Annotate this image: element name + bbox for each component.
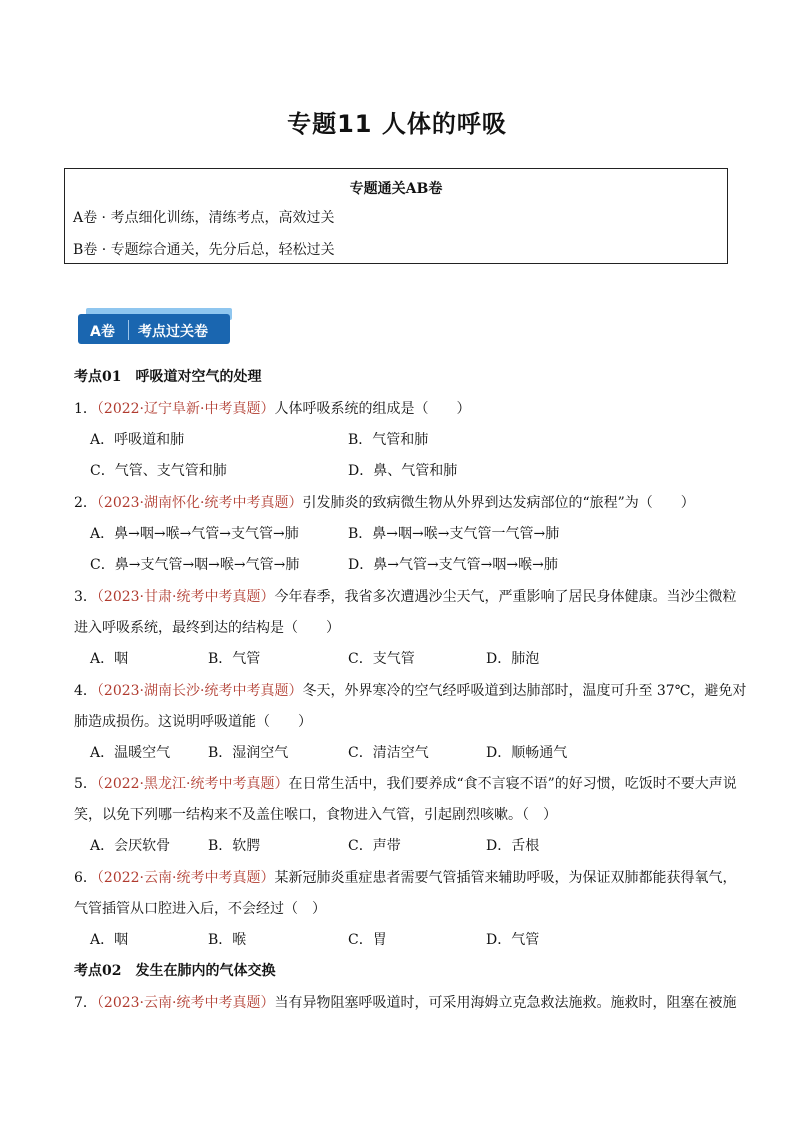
banner-body xyxy=(78,314,230,344)
option-c: C．鼻→支气管→咽→喉→气管→肺 xyxy=(90,557,300,573)
question-text: 冬天，外界寒冷的空气经呼吸道到达肺部时，温度可升至 37℃，避免对 xyxy=(302,683,747,699)
option-b: B．软腭 xyxy=(208,838,261,854)
banner-divider xyxy=(128,320,129,340)
option-a: A．会厌软骨 xyxy=(90,838,171,854)
question-text: 人体呼吸系统的组成是（ ） xyxy=(274,401,471,417)
question-4-cont: 肺造成损伤。这说明呼吸道能（ ） xyxy=(74,714,312,730)
option-a: A．鼻→咽→喉→气管→支气管→肺 xyxy=(90,526,299,542)
option-d: D．鼻、气管和肺 xyxy=(348,463,458,479)
option-c: C．胃 xyxy=(348,932,387,948)
option-a: A．咽 xyxy=(90,932,129,948)
question-text: 今年春季，我省多次遭遇沙尘天气，严重影响了居民身体健康。当沙尘微粒 xyxy=(274,589,737,605)
section-banner xyxy=(78,312,232,346)
question-number: 3． xyxy=(74,589,97,605)
question-source: （2022·辽宁阜新·中考真题） xyxy=(96,401,275,417)
question-source: （2023·甘肃·统考中考真题） xyxy=(96,589,275,605)
question-number: 2． xyxy=(74,495,97,511)
question-source: （2023·云南·统考中考真题） xyxy=(96,995,275,1011)
question-7 xyxy=(74,992,736,1012)
option-b: B．鼻→咽→喉→支气管一气管→肺 xyxy=(348,526,560,542)
option-c: C．支气管 xyxy=(348,651,415,667)
question-5-cont: 笑，以免下列哪一结构来不及盖住喉口，食物进入气管，引起剧烈咳嗽。（ ） xyxy=(74,807,557,823)
question-number: 5． xyxy=(74,776,97,792)
option-c: C．声带 xyxy=(348,838,401,854)
option-b: B．湿润空气 xyxy=(208,745,289,761)
question-5 xyxy=(74,773,737,793)
banner-tag: A卷 xyxy=(90,324,115,340)
intro-heading: 专题通关AB卷 xyxy=(349,181,443,197)
banner-text: 考点过关卷 xyxy=(138,324,208,340)
option-b: B．气管和肺 xyxy=(348,432,429,448)
question-source: （2022·云南·统考中考真题） xyxy=(96,870,275,886)
question-6-cont: 气管插管从口腔进入后，不会经过（ ） xyxy=(74,901,326,917)
question-source: （2023·湖南怀化·统考中考真题） xyxy=(96,495,303,511)
option-d: D．鼻→气管→支气管→咽→喉→肺 xyxy=(348,557,558,573)
option-c: C．清洁空气 xyxy=(348,745,429,761)
option-a: A．呼吸道和肺 xyxy=(90,432,185,448)
question-6 xyxy=(74,867,736,887)
section-heading-1: 考点01 呼吸道对空气的处理 xyxy=(74,369,262,385)
question-2 xyxy=(74,492,695,512)
question-source: （2022·黑龙江·统考中考真题） xyxy=(96,776,289,792)
question-text: 某新冠肺炎重症患者需要气管插管来辅助呼吸，为保证双肺都能获得氧气， xyxy=(274,870,737,886)
section-heading-2: 考点02 发生在肺内的气体交换 xyxy=(74,963,276,979)
question-text: 引发肺炎的致病微生物从外界到达发病部位的“旅程”为（ ） xyxy=(302,495,695,511)
question-text: 在日常生活中，我们要养成“食不言寝不语”的好习惯，吃饭时不要大声说 xyxy=(288,776,737,792)
intro-line-b: B卷 · 专题综合通关，先分后总，轻松过关 xyxy=(73,242,335,258)
option-b: B．气管 xyxy=(208,651,261,667)
option-b: B．喉 xyxy=(208,932,247,948)
option-d: D．肺泡 xyxy=(486,651,540,667)
question-number: 4． xyxy=(74,683,97,699)
option-d: D．顺畅通气 xyxy=(486,745,568,761)
intro-box xyxy=(64,168,728,264)
option-c: C．气管、支气管和肺 xyxy=(90,463,227,479)
question-number: 7． xyxy=(74,995,97,1011)
option-a: A．温暖空气 xyxy=(90,745,171,761)
page-title: 专题11 人体的呼吸 xyxy=(287,110,507,138)
question-3-cont: 进入呼吸系统，最终到达的结构是（ ） xyxy=(74,620,340,636)
question-1 xyxy=(74,398,470,418)
intro-line-a: A卷 · 考点细化训练，清练考点，高效过关 xyxy=(73,210,335,226)
option-d: D．气管 xyxy=(486,932,540,948)
option-d: D．舌根 xyxy=(486,838,540,854)
question-text: 当有异物阻塞呼吸道时，可采用海姆立克急救法施救。施救时，阻塞在被施 xyxy=(274,995,737,1011)
question-source: （2023·湖南长沙·统考中考真题） xyxy=(96,683,303,699)
question-4 xyxy=(74,680,746,700)
option-a: A．咽 xyxy=(90,651,129,667)
question-number: 1． xyxy=(74,401,97,417)
question-number: 6． xyxy=(74,870,97,886)
question-3 xyxy=(74,586,736,606)
